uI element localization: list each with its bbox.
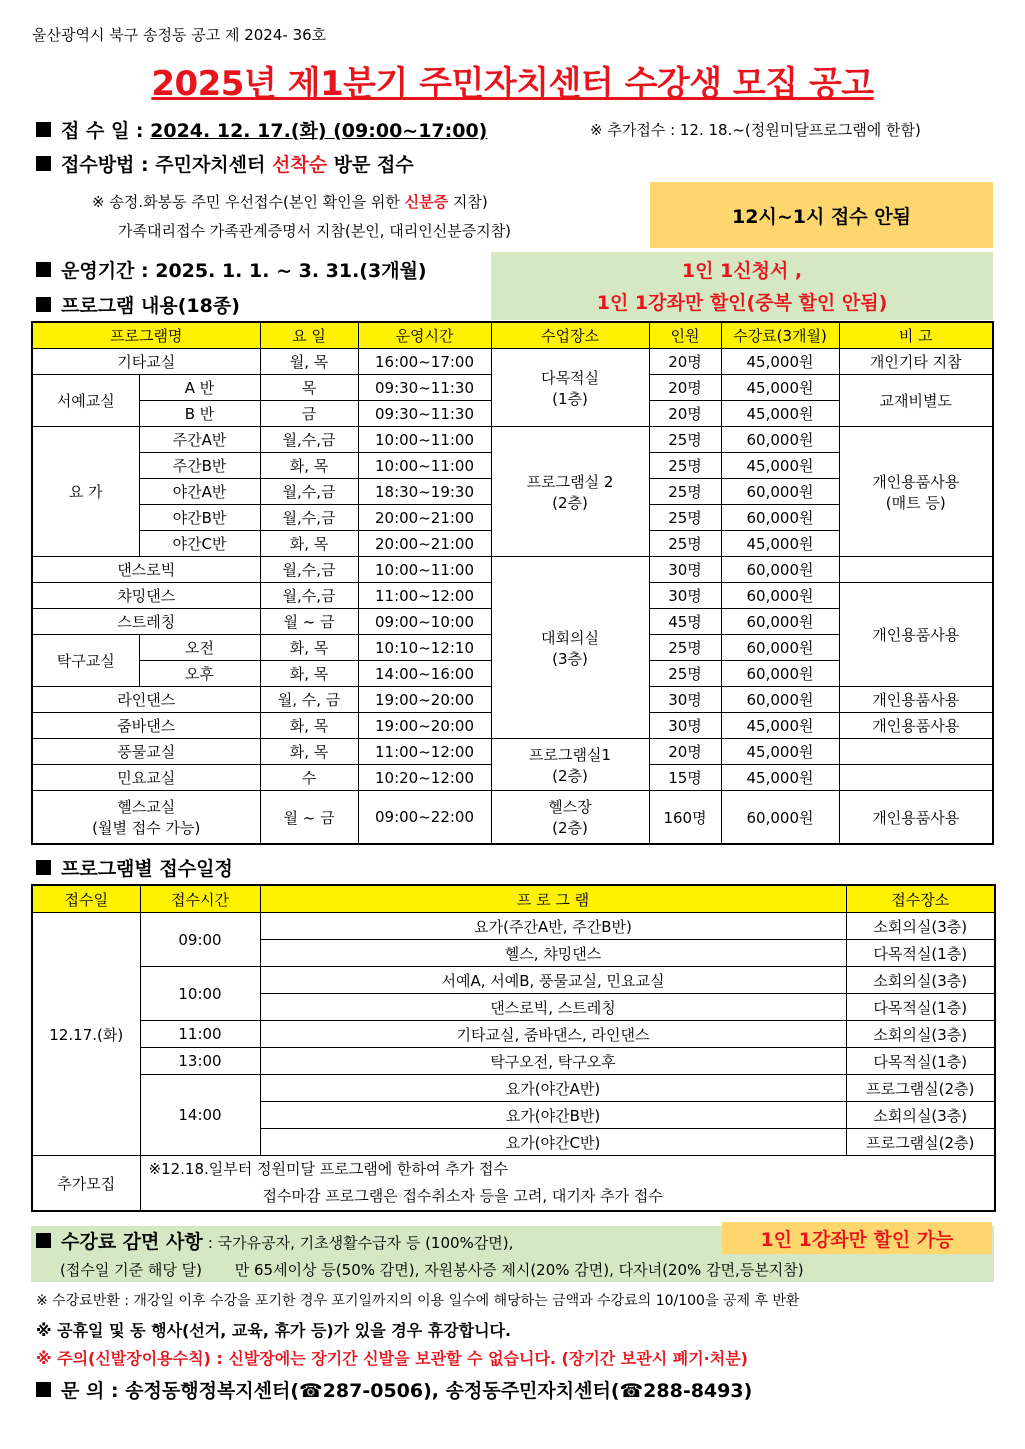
table-header-row bbox=[32, 322, 993, 349]
capacity-cell: 25명 bbox=[649, 453, 721, 479]
program-cell: 서예A, 서예B, 풍물교실, 민요교실 bbox=[260, 967, 846, 994]
square-bullet-icon bbox=[36, 122, 51, 137]
program-cell: 기타교실, 줌바댄스, 라인댄스 bbox=[260, 1021, 846, 1048]
capacity-cell: 30명 bbox=[649, 687, 721, 713]
header-cell: 접수장소 bbox=[846, 885, 995, 913]
program-name: 라인댄스 bbox=[32, 687, 260, 713]
time-cell: 10:00~11:00 bbox=[358, 427, 491, 453]
capacity-cell: 20명 bbox=[649, 349, 721, 375]
fee-cell: 60,000원 bbox=[721, 661, 839, 687]
fee-cell: 60,000원 bbox=[721, 427, 839, 453]
program-cell: 헬스, 챠밍댄스 bbox=[260, 940, 846, 967]
time-cell: 09:30~11:30 bbox=[358, 375, 491, 401]
priority-note-text: ※ 송정.화봉동 주민 우선접수(본인 확인을 위한 bbox=[92, 193, 400, 211]
place-cell bbox=[491, 791, 649, 845]
square-bullet-icon bbox=[36, 262, 51, 277]
program-cell: 요가(주간A반, 주간B반) bbox=[260, 913, 846, 940]
program-name: 민요교실 bbox=[32, 765, 260, 791]
program-table bbox=[31, 321, 994, 845]
program-name: 줌바댄스 bbox=[32, 713, 260, 739]
time-cell: 18:30~19:30 bbox=[358, 479, 491, 505]
one-person-line1: 1인 1신청서 , bbox=[681, 260, 803, 282]
extra-reception-note: ※ 추가접수 : 12. 18.~(정원미달프로그램에 한함) bbox=[590, 121, 921, 139]
date-cell: 12.17.(화) bbox=[32, 913, 140, 1156]
note-cell: 개인용품사용 bbox=[839, 583, 993, 687]
program-cell: 댄스로빅, 스트레칭 bbox=[260, 994, 846, 1021]
discount-label: 수강료 감면 사항 bbox=[61, 1231, 203, 1253]
sub-class: B 반 bbox=[139, 401, 260, 427]
day-cell: 화, 목 bbox=[260, 661, 358, 687]
place-line: 헬스장 bbox=[548, 798, 592, 816]
day-cell: 월,수,금 bbox=[260, 479, 358, 505]
program-heading bbox=[36, 291, 240, 318]
capacity-cell: 160명 bbox=[649, 791, 721, 845]
contact-line bbox=[36, 1376, 752, 1403]
square-bullet-icon bbox=[36, 297, 51, 312]
time-cell: 10:00~11:00 bbox=[358, 453, 491, 479]
capacity-cell: 20명 bbox=[649, 375, 721, 401]
time-cell: 10:10~12:10 bbox=[358, 635, 491, 661]
capacity-cell: 30명 bbox=[649, 583, 721, 609]
notice-number: 울산광역시 북구 송정동 공고 제 2024- 36호 bbox=[32, 26, 327, 44]
period-text: 운영기간 : 2025. 1. 1. ~ 3. 31.(3개월) bbox=[61, 260, 427, 282]
place-floor: (3층) bbox=[552, 649, 588, 668]
capacity-cell: 25명 bbox=[649, 427, 721, 453]
table-row bbox=[32, 427, 993, 453]
refund-note: ※ 수강료반환 : 개강일 이후 수강을 포기한 경우 포기일까지의 이용 일수에 해당하는 금액과 수강료의 10/100을 공제 후 반환 bbox=[36, 1293, 800, 1309]
day-cell: 월,수,금 bbox=[260, 505, 358, 531]
place-cell bbox=[491, 739, 649, 791]
fee-cell: 60,000원 bbox=[721, 791, 839, 845]
place-floor: (1층) bbox=[552, 389, 588, 408]
fee-cell: 45,000원 bbox=[721, 739, 839, 765]
contact-text: 문 의 : 송정동행정복지센터(☎287-0506), 송정동주민자치센터(☎288-8493) bbox=[61, 1380, 753, 1402]
note-cell: 교재비별도 bbox=[839, 375, 993, 427]
id-card-highlight: 신분증 bbox=[404, 193, 449, 211]
header-cell: 비 고 bbox=[839, 322, 993, 349]
fee-cell: 45,000원 bbox=[721, 765, 839, 791]
day-cell: 화, 목 bbox=[260, 635, 358, 661]
fee-cell: 45,000원 bbox=[721, 453, 839, 479]
reception-date-line bbox=[36, 116, 487, 143]
day-cell: 월,수,금 bbox=[260, 583, 358, 609]
day-cell: 수 bbox=[260, 765, 358, 791]
discount-line1 bbox=[36, 1227, 513, 1254]
day-cell: 화, 목 bbox=[260, 739, 358, 765]
schedule-heading bbox=[36, 854, 233, 881]
day-cell: 월,수,금 bbox=[260, 427, 358, 453]
capacity-cell: 30명 bbox=[649, 713, 721, 739]
capacity-cell: 45명 bbox=[649, 609, 721, 635]
fee-cell: 60,000원 bbox=[721, 479, 839, 505]
program-heading-text: 프로그램 내용(18종) bbox=[61, 295, 240, 317]
time-cell: 10:20~12:00 bbox=[358, 765, 491, 791]
day-cell: 월, 수, 금 bbox=[260, 687, 358, 713]
header-cell: 접수시간 bbox=[140, 885, 260, 913]
one-person-box bbox=[491, 252, 993, 320]
reception-method-line bbox=[36, 150, 414, 177]
capacity-cell: 25명 bbox=[649, 661, 721, 687]
fee-cell: 45,000원 bbox=[721, 401, 839, 427]
priority-note-end: 지참) bbox=[452, 193, 488, 211]
discount-line2 bbox=[60, 1259, 804, 1280]
first-come-highlight: 선착순 bbox=[272, 154, 328, 176]
time-cell: 19:00~20:00 bbox=[358, 713, 491, 739]
header-cell: 인원 bbox=[649, 322, 721, 349]
note-cell: 개인용품사용 bbox=[839, 713, 993, 739]
place-cell bbox=[491, 349, 649, 427]
table-row bbox=[32, 349, 993, 375]
place-cell: 다목적실(1층) bbox=[846, 940, 995, 967]
schedule-heading-text: 프로그램별 접수일정 bbox=[61, 858, 233, 880]
program-name: 스트레칭 bbox=[32, 609, 260, 635]
table-row bbox=[32, 1048, 995, 1075]
place-cell: 소회의실(3층) bbox=[846, 1021, 995, 1048]
program-cell: 요가(야간B반) bbox=[260, 1102, 846, 1129]
table-row bbox=[32, 967, 995, 994]
day-cell: 월,수,금 bbox=[260, 557, 358, 583]
discount-text2: 만 65세이상 등(50% 감면), 자원봉사증 제시(20% 감면), 다자녀(20% 감면,등본지참) bbox=[234, 1261, 804, 1279]
header-cell: 프 로 그 램 bbox=[260, 885, 846, 913]
capacity-cell: 25명 bbox=[649, 531, 721, 557]
extra-recruit-line: 접수마감 프로그램은 접수취소자 등을 고려, 대기자 추가 접수 bbox=[262, 1187, 663, 1205]
note-cell bbox=[839, 765, 993, 791]
table-row bbox=[32, 791, 993, 845]
discount-basis: (접수일 기준 해당 달) bbox=[60, 1261, 202, 1279]
place-floor: (2층) bbox=[552, 493, 588, 512]
header-cell: 수업장소 bbox=[491, 322, 649, 349]
fee-cell: 45,000원 bbox=[721, 713, 839, 739]
program-cell: 요가(야간C반) bbox=[260, 1129, 846, 1156]
place-line: 다목적실 bbox=[541, 368, 599, 387]
period-line bbox=[36, 256, 427, 283]
sub-class: A 반 bbox=[139, 375, 260, 401]
day-cell: 금 bbox=[260, 401, 358, 427]
time-cell: 09:00 bbox=[140, 913, 260, 967]
table-row bbox=[32, 1021, 995, 1048]
header-cell: 수강료(3개월) bbox=[721, 322, 839, 349]
sub-class: 야간C반 bbox=[139, 531, 260, 557]
sub-class: 주간B반 bbox=[139, 453, 260, 479]
program-name bbox=[32, 791, 260, 845]
time-cell: 14:00~16:00 bbox=[358, 661, 491, 687]
table-row bbox=[32, 1075, 995, 1102]
time-cell: 11:00 bbox=[140, 1021, 260, 1048]
fee-cell: 45,000원 bbox=[721, 349, 839, 375]
capacity-cell: 25명 bbox=[649, 479, 721, 505]
sub-class: 야간A반 bbox=[139, 479, 260, 505]
capacity-cell: 15명 bbox=[649, 765, 721, 791]
caution-note: ※ 주의(신발장이용수칙) : 신발장에는 장기간 신발을 보관할 수 없습니다. (장기간 보관시 폐기·처분) bbox=[36, 1349, 748, 1368]
fee-cell: 60,000원 bbox=[721, 687, 839, 713]
place-cell bbox=[491, 427, 649, 557]
place-cell: 소회의실(3층) bbox=[846, 1102, 995, 1129]
program-name: 댄스로빅 bbox=[32, 557, 260, 583]
reception-method-rest: 방문 접수 bbox=[333, 154, 414, 176]
program-name: 서예교실 bbox=[32, 375, 139, 427]
program-name-line: 헬스교실 bbox=[117, 798, 176, 816]
page-title: 2025년 제1분기 주민자치센터 수강생 모집 공고 bbox=[151, 64, 874, 104]
discount-limit-box: 1인 1강좌만 할인 가능 bbox=[722, 1222, 992, 1254]
schedule-table bbox=[31, 884, 996, 1212]
sub-class: 오후 bbox=[139, 661, 260, 687]
capacity-cell: 25명 bbox=[649, 505, 721, 531]
day-cell: 월 ~ 금 bbox=[260, 609, 358, 635]
program-cell: 요가(야간A반) bbox=[260, 1075, 846, 1102]
table-header-row bbox=[32, 885, 995, 913]
program-name: 기타교실 bbox=[32, 349, 260, 375]
priority-note-line2: 가족대리접수 가족관계증명서 지참(본인, 대리인신분증지참) bbox=[118, 222, 512, 240]
extra-recruit-cell bbox=[140, 1156, 995, 1212]
place-line: 프로그램실 2 bbox=[526, 472, 614, 491]
note-cell: 개인용품사용 bbox=[839, 791, 993, 845]
fee-cell: 60,000원 bbox=[721, 635, 839, 661]
time-cell: 09:00~10:00 bbox=[358, 609, 491, 635]
note-cell bbox=[839, 557, 993, 583]
time-cell: 10:00~11:00 bbox=[358, 557, 491, 583]
reception-date-label: 접 수 일 : bbox=[61, 120, 144, 142]
program-name: 챠밍댄스 bbox=[32, 583, 260, 609]
lunch-notice-box: 12시~1시 접수 안됨 bbox=[650, 182, 993, 248]
day-cell: 화, 목 bbox=[260, 453, 358, 479]
priority-note-line1 bbox=[92, 191, 488, 212]
time-cell: 13:00 bbox=[140, 1048, 260, 1075]
square-bullet-icon bbox=[36, 1233, 51, 1248]
reception-date-value: 2024. 12. 17.(화) (09:00~17:00) bbox=[150, 120, 488, 142]
time-cell: 20:00~21:00 bbox=[358, 505, 491, 531]
place-cell bbox=[491, 557, 649, 739]
program-name: 탁구교실 bbox=[32, 635, 139, 687]
note-cell bbox=[839, 427, 993, 557]
square-bullet-icon bbox=[36, 1382, 51, 1397]
header-cell: 접수일 bbox=[32, 885, 140, 913]
place-line: 프로그램실1 bbox=[529, 745, 612, 764]
reception-method-label: 접수방법 : 주민자치센터 bbox=[61, 154, 266, 176]
day-cell: 목 bbox=[260, 375, 358, 401]
sub-class: 야간B반 bbox=[139, 505, 260, 531]
place-cell: 프로그램실(2층) bbox=[846, 1075, 995, 1102]
capacity-cell: 20명 bbox=[649, 401, 721, 427]
program-name-sub: (월별 접수 가능) bbox=[92, 819, 201, 837]
time-cell: 09:00~22:00 bbox=[358, 791, 491, 845]
fee-cell: 60,000원 bbox=[721, 557, 839, 583]
header-cell: 운영시간 bbox=[358, 322, 491, 349]
sub-class: 주간A반 bbox=[139, 427, 260, 453]
time-cell: 09:30~11:30 bbox=[358, 401, 491, 427]
time-cell: 19:00~20:00 bbox=[358, 687, 491, 713]
place-floor: (2층) bbox=[552, 766, 588, 785]
note-cell bbox=[839, 739, 993, 765]
fee-cell: 45,000원 bbox=[721, 531, 839, 557]
note-cell: 개인용품사용 bbox=[839, 687, 993, 713]
place-cell: 다목적실(1층) bbox=[846, 1048, 995, 1075]
day-cell: 월 ~ 금 bbox=[260, 791, 358, 845]
sub-class: 오전 bbox=[139, 635, 260, 661]
capacity-cell: 25명 bbox=[649, 635, 721, 661]
extra-recruit-line: ※12.18.일부터 정원미달 프로그램에 한하여 추가 접수 bbox=[148, 1160, 508, 1178]
place-line: 대회의실 bbox=[541, 628, 599, 647]
note-cell: 개인기타 지참 bbox=[839, 349, 993, 375]
header-cell: 프로그램명 bbox=[32, 322, 260, 349]
table-row bbox=[32, 739, 993, 765]
table-row bbox=[32, 557, 993, 583]
place-cell: 다목적실(1층) bbox=[846, 994, 995, 1021]
square-bullet-icon bbox=[36, 860, 51, 875]
extra-label-cell: 추가모집 bbox=[32, 1156, 140, 1212]
one-person-line2: 1인 1강좌만 할인(중복 할인 안됨) bbox=[596, 292, 888, 314]
day-cell: 화, 목 bbox=[260, 713, 358, 739]
time-cell: 10:00 bbox=[140, 967, 260, 1021]
program-cell: 탁구오전, 탁구오후 bbox=[260, 1048, 846, 1075]
program-name: 요 가 bbox=[32, 427, 139, 557]
time-cell: 11:00~12:00 bbox=[358, 583, 491, 609]
place-cell: 프로그램실(2층) bbox=[846, 1129, 995, 1156]
fee-cell: 60,000원 bbox=[721, 583, 839, 609]
holiday-note: ※ 공휴일 및 동 행사(선거, 교육, 휴가 등)가 있을 경우 휴강합니다. bbox=[36, 1321, 512, 1340]
discount-text: : 국가유공자, 기초생활수급자 등 (100%감면), bbox=[207, 1234, 514, 1252]
program-name: 풍물교실 bbox=[32, 739, 260, 765]
day-cell: 화, 목 bbox=[260, 531, 358, 557]
time-cell: 20:00~21:00 bbox=[358, 531, 491, 557]
place-cell: 소회의실(3층) bbox=[846, 967, 995, 994]
square-bullet-icon bbox=[36, 156, 51, 171]
time-cell: 11:00~12:00 bbox=[358, 739, 491, 765]
place-cell: 소회의실(3층) bbox=[846, 913, 995, 940]
capacity-cell: 20명 bbox=[649, 739, 721, 765]
note-line: (매트 등) bbox=[885, 493, 946, 512]
time-cell: 14:00 bbox=[140, 1075, 260, 1156]
place-floor: (2층) bbox=[552, 819, 588, 837]
time-cell: 16:00~17:00 bbox=[358, 349, 491, 375]
fee-cell: 45,000원 bbox=[721, 375, 839, 401]
header-cell: 요 일 bbox=[260, 322, 358, 349]
table-row bbox=[32, 1156, 995, 1212]
fee-cell: 60,000원 bbox=[721, 609, 839, 635]
note-line: 개인용품사용 bbox=[872, 472, 960, 491]
capacity-cell: 30명 bbox=[649, 557, 721, 583]
table-row bbox=[32, 913, 995, 940]
day-cell: 월, 목 bbox=[260, 349, 358, 375]
fee-cell: 60,000원 bbox=[721, 505, 839, 531]
